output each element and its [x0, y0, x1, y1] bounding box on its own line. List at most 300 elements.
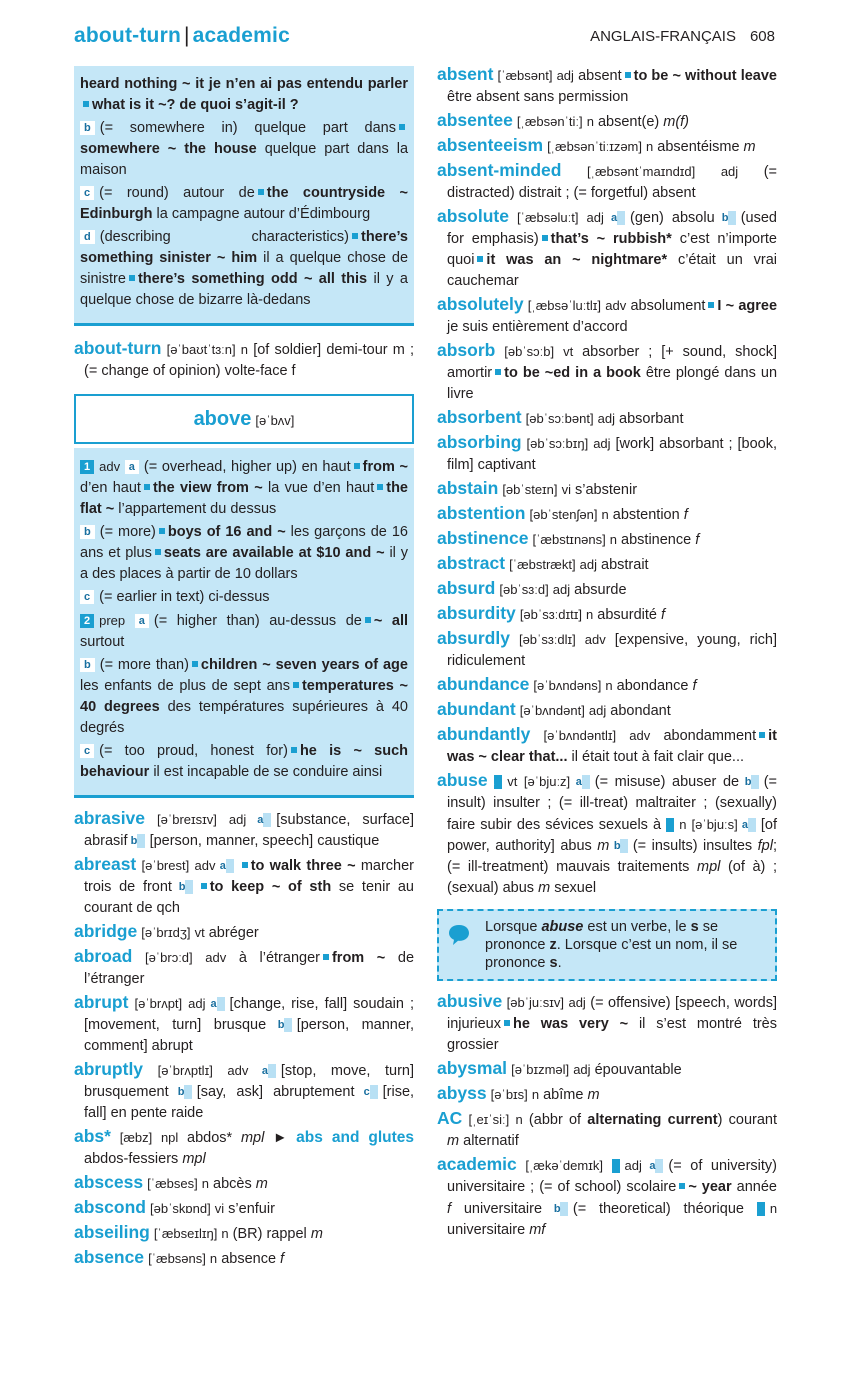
example: ~ all — [373, 613, 409, 629]
translation: il y a des places à partir de 10 dollars — [80, 545, 409, 582]
part-of-speech: n — [601, 507, 609, 522]
translation: c’est n’importe quoi — [447, 231, 778, 268]
definition: alternatif — [463, 1133, 519, 1149]
phonetic: [ˌæbsənˈtiː] — [516, 114, 583, 129]
translation: année — [736, 1179, 777, 1195]
phonetic: [əˈbrʌptlɪ] — [157, 1063, 213, 1078]
note-text: se prononce — [485, 919, 719, 953]
headword: abuse — [437, 770, 488, 790]
running-head-last: academic — [192, 24, 290, 47]
above-sense-1c: c (= earlier in text) ci-dessus — [80, 587, 408, 608]
example: it was an ~ nightmare* — [486, 252, 668, 268]
note-text: . — [557, 955, 562, 971]
example: heard nothing ~ it je n’en ai pas entendu parler — [80, 76, 408, 92]
definition: [substance, surface] abrasif — [84, 812, 415, 849]
entry-abrupt: abrupt [əˈbrʌpt] adj a [change, rise, fall] soudain ; [movement, turn] brusque b [person, manner, comment] abrupt — [74, 992, 414, 1054]
example: it was ~ clear that... — [447, 728, 777, 765]
gender: m — [597, 838, 610, 854]
about-sense-d: d (describing characteristics) there’s something sinister ~ him il a quelque chose de sinistre there’s something odd ~ all this il y a quelque chose de bizarre là-dedans — [80, 229, 409, 308]
phonetic: [ˌækəˈdemɪk] — [525, 1158, 603, 1173]
headword: abundance — [437, 674, 530, 694]
headword: about-turn — [74, 338, 162, 358]
entry-abreast: abreast [əˈbrest] adv a to walk three ~ marcher trois de front b to keep ~ of sth se tenir au courant de qch — [74, 854, 415, 916]
headword: abscess — [74, 1172, 144, 1192]
phonetic: [əbˈsɔːbənt] — [525, 411, 594, 426]
gender: m — [447, 1133, 460, 1149]
headword: absolute — [437, 206, 509, 226]
headword: absurdity — [437, 603, 516, 623]
part-of-speech: adv — [629, 728, 651, 743]
example: the view from ~ — [152, 480, 263, 496]
entry-absolute: absolute [ˈæbsəluːt] adj a (gen) absolu b (used for emphasis) that’s ~ rubbish* c’est n’importe quoi it was an ~ nightmare* c’était un vrai cauchemar — [437, 206, 778, 289]
headword: abrasive — [74, 808, 146, 828]
translation: l’appartement du dessus — [118, 501, 277, 517]
note-emphasis: s — [690, 919, 699, 935]
translation: abdos-fessiers — [84, 1151, 179, 1167]
part-of-speech: n — [531, 1087, 540, 1102]
definition: (used for emphasis) — [447, 210, 777, 247]
right-column — [437, 64, 777, 1243]
translation: des températures supérieures à 40 degrés — [80, 699, 408, 736]
definition: (BR) rappel — [232, 1226, 307, 1242]
pronunciation-note — [437, 909, 777, 981]
part-of-speech: adj — [228, 812, 247, 827]
part-of-speech: n — [769, 1201, 778, 1216]
phonetic: [əˈbɪzməl] — [511, 1062, 570, 1077]
example: from ~ — [331, 950, 386, 966]
example: I ~ agree — [717, 298, 778, 314]
part-of-speech: vt — [563, 344, 574, 359]
phonetic: [əbˈskɒnd] — [150, 1201, 211, 1216]
phonetic: [əˈbrɔːd] — [144, 950, 193, 965]
phonetic: [ˌæbsəˈluːtlɪ] — [527, 298, 602, 313]
part-of-speech: adj — [579, 557, 597, 572]
part-of-speech: adv — [227, 1063, 249, 1078]
entry-abroad — [74, 946, 414, 990]
entry-abstinence — [437, 528, 777, 551]
entry-abuse: abuse 1 vt [əˈbjuːz] a (= misuse) abuser de b (= insult) insulter ; (= ill-treat) maltraiter ; (sexually) faire subir des sévices sexuels à 2 n [əˈbjuːs] a [of power, authority] abus m b (= insults) insultes fpl; (= ill-treatment) mauvais traitements mpl (of à) ; (sexual) abus m sexuel — [437, 770, 778, 896]
definition: abondant — [610, 703, 671, 719]
translation: être absent sans permission — [447, 89, 629, 105]
phonetic: [əˈbreɪsɪv] — [157, 812, 217, 827]
headword: abreast — [74, 854, 137, 874]
definition: [rise, fall] en pente raide — [84, 1084, 415, 1121]
part-of-speech: npl — [160, 1130, 179, 1145]
translation: la campagne autour d’Édimbourg — [156, 206, 371, 222]
entry-abundance — [437, 674, 777, 697]
entry-absent-minded — [437, 160, 777, 204]
translation: quelque part dans la maison — [80, 141, 409, 178]
page-number: 608 — [749, 28, 775, 45]
definition: [change, rise, fall] soudain ; [movement, turn] brusque — [84, 996, 414, 1033]
headword: abundant — [437, 699, 516, 719]
headword: abseiling — [74, 1222, 150, 1242]
entry-absorbent — [437, 407, 777, 430]
example: what is it ~? de quoi s’agit-il ? — [92, 97, 299, 113]
translation: se tenir au courant de qch — [84, 879, 414, 916]
entry-absentee — [437, 110, 777, 133]
headword: abscond — [74, 1197, 146, 1217]
translation: c’était un vrai cauchemar — [447, 252, 777, 289]
entry-abscess — [74, 1172, 414, 1195]
entry-abysmal — [437, 1058, 777, 1081]
translation: il était tout à fait clair que... — [571, 749, 745, 765]
entry-absent — [437, 64, 777, 108]
definition: absentéisme — [657, 139, 740, 155]
example: he is ~ such behaviour — [80, 743, 408, 780]
note-text: . Lorsque c’est un nom, il se prononce — [485, 937, 738, 971]
definition: s’abstenir — [574, 482, 638, 498]
translation: il a quelque chose de sinistre — [80, 250, 409, 287]
entry-absorbing — [437, 432, 777, 476]
entry-ac — [437, 1108, 777, 1152]
part-of-speech: vi — [561, 482, 571, 497]
phonetic: [əˈbrʌpt] — [134, 996, 183, 1011]
entry-abyss — [437, 1083, 777, 1106]
definition: abréger — [208, 925, 259, 941]
part-of-speech: adv — [194, 858, 216, 873]
definition: abstinence — [621, 532, 692, 548]
part-of-speech: adj — [720, 164, 739, 179]
definition: (= of university) universitaire ; (= of school) scolaire — [447, 1158, 777, 1195]
definition: [of soldier] demi-tour m ; (= change of opinion) volte-face f — [84, 342, 415, 379]
example: the countryside ~ Edinburgh — [80, 185, 408, 222]
part-of-speech: vt — [507, 774, 518, 789]
entry-about-turn — [74, 338, 414, 382]
entry-academic: academic [ˌækəˈdemɪk] 1 adj a (= of university) universitaire ; (= of school) scolaire ~ year année f universitaire b (= theoretical) théorique 2 n universitaire mf — [437, 1154, 778, 1238]
headword: absurd — [437, 578, 496, 598]
definition: ) courant — [717, 1112, 777, 1128]
entry-abs — [74, 1126, 414, 1170]
entry-absolutely — [437, 294, 777, 338]
phonetic: [æbz] — [119, 1130, 153, 1145]
definition: abondance — [616, 678, 689, 694]
phonetic: [ˌeɪˈsiː] — [468, 1112, 510, 1127]
part-of-speech: adj — [552, 582, 571, 597]
sense-text: (= round) autour de — [99, 185, 255, 201]
sense-text: (= more than) — [99, 657, 189, 673]
definition: [of power, authority] abus — [447, 817, 778, 854]
translation: les enfants de plus de sept ans — [80, 678, 290, 694]
headword: absorbing — [437, 432, 522, 452]
part-of-speech: adj — [624, 1158, 642, 1173]
headword: academic — [437, 1154, 517, 1174]
part-of-speech: n — [201, 1176, 209, 1191]
phonetic: [ˈæbsənt] — [497, 68, 553, 83]
part-of-speech: n — [515, 1112, 523, 1127]
gender: mpl — [182, 1151, 206, 1167]
definition: abcès — [213, 1176, 252, 1192]
phonetic: [əˈbʌv] — [255, 413, 295, 428]
gender: f — [692, 678, 697, 694]
entry-abstention — [437, 503, 777, 526]
part-of-speech: adv — [205, 950, 227, 965]
example: boys of 16 and ~ — [167, 524, 286, 540]
part-of-speech: adv — [605, 298, 627, 313]
part-of-speech: n — [679, 817, 687, 832]
definition: absolument — [630, 298, 706, 314]
phonetic: [əˈbjuːz] — [523, 774, 571, 789]
gender: f — [695, 532, 700, 548]
headword: above — [193, 408, 252, 430]
left-column — [74, 66, 414, 1272]
sense-text: (= earlier in text) ci-dessus — [99, 589, 270, 605]
headword: abs* — [74, 1126, 111, 1146]
phonetic: [ˈæbseɪlɪŋ] — [153, 1226, 218, 1241]
translation: d’en haut — [80, 480, 141, 496]
phonetic: [əbˈsɔːbɪŋ] — [526, 436, 589, 451]
example: to be ~ without leave — [633, 68, 777, 84]
definition: universitaire — [447, 1222, 526, 1238]
definition: abondamment — [663, 728, 757, 744]
part-of-speech: n — [209, 1251, 218, 1266]
definition: ; (= ill-treatment) mauvais traitements — [447, 838, 778, 875]
translation: il s’est montré très grossier — [447, 1016, 777, 1053]
above-sense-2a: 2 prep a (= higher than) au-dessus de ~ all surtout — [80, 613, 409, 650]
part-of-speech: n — [221, 1226, 229, 1241]
above-sense-1a: 1 adv a (= overhead, higher up) en haut from ~ d’en haut the view from ~ la vue d’en haut the flat ~ l’appartement du dessus — [80, 459, 408, 517]
definition: (= insult) insulter ; (= ill-treat) maltraiter ; (sexually) faire subir des sévices sexuels à — [447, 774, 778, 833]
entry-abstract — [437, 553, 777, 576]
translation: de l’étranger — [84, 950, 415, 987]
entry-abundant — [437, 699, 777, 722]
headword: absentee — [437, 110, 513, 130]
definition: [stop, move, turn] brusquement — [84, 1063, 414, 1100]
entry-abruptly: abruptly [əˈbrʌptlɪ] adv a [stop, move, turn] brusquement b [say, ask] abruptement c [rise, fall] en pente raide — [74, 1059, 415, 1121]
entry-abscond — [74, 1197, 414, 1220]
phonetic: [əˈbaʊtˈtɜːn] — [166, 342, 236, 357]
part-of-speech: adj — [593, 436, 611, 451]
phonetic: [əˈbjuːs] — [691, 817, 738, 832]
entry-above-headword-box — [74, 394, 414, 444]
definition: [person, manner, comment] abrupt — [84, 1017, 414, 1054]
example: he was very ~ — [513, 1016, 629, 1032]
definition: (abbr of — [528, 1112, 582, 1128]
example: ~ year — [688, 1179, 732, 1195]
note-text: Lorsque — [485, 919, 538, 935]
headword: absent — [437, 64, 494, 84]
sense-text: (= higher than) au-dessus de — [153, 613, 362, 629]
definition: [say, ask] abruptement — [196, 1084, 355, 1100]
sense-text: (describing characteristics) — [99, 229, 349, 245]
example: temperatures ~ 40 degrees — [80, 678, 408, 715]
example: to be ~ed in a book — [504, 365, 641, 381]
definition: (of à) ; (sexual) abus — [447, 859, 778, 896]
phonetic: [əbˈsɔːb] — [504, 344, 555, 359]
entry-absurd — [437, 578, 777, 601]
headword: absent-minded — [437, 160, 562, 180]
translation: être plongé dans un livre — [447, 365, 778, 402]
definition: abstrait — [601, 557, 649, 573]
definition: épouvantable — [594, 1062, 682, 1078]
about-sense-c: c (= round) autour de the countryside ~ Edinburgh la campagne autour d’Édimbourg — [80, 185, 408, 222]
part-of-speech: n — [609, 532, 618, 547]
example: seats are available at $10 and ~ — [163, 545, 385, 561]
note-emphasis: z — [549, 937, 557, 953]
gender: mpl — [240, 1130, 265, 1146]
headword: absorbent — [437, 407, 522, 427]
speech-bubble-icon — [447, 923, 471, 947]
entry-absurdity — [437, 603, 777, 626]
definition: [person, manner, speech] caustique — [149, 833, 380, 849]
sense-text: (= too proud, honest for) — [99, 743, 288, 759]
phonetic: [ˈæbstrækt] — [509, 557, 576, 572]
phonetic: [ˈæbsəluːt] — [517, 210, 579, 225]
gender: f — [660, 607, 666, 623]
definition: (= distracted) distrait ; (= forgetful) absent — [447, 164, 778, 201]
part-of-speech: adj — [586, 210, 604, 225]
phonetic: [əˈbrest] — [141, 858, 190, 873]
gender: mf — [529, 1222, 546, 1238]
translation: universitaire — [463, 1201, 543, 1217]
about-sense-b: b (= somewhere in) quelque part danssomewhere ~ the house quelque part dans la maison — [80, 120, 409, 178]
definition: absurde — [574, 582, 627, 598]
definition: (= theoretical) théorique — [572, 1201, 744, 1217]
gender: f — [280, 1251, 285, 1267]
entry-abrasive: abrasive [əˈbreɪsɪv] adj a [substance, surface] abrasif b [person, manner, speech] caustique — [74, 808, 415, 849]
entry-abundantly — [437, 724, 777, 768]
phonetic: [əˈbʌndəntlɪ] — [543, 728, 617, 743]
definition: [work] absorbant ; [book, film] captivant — [447, 436, 777, 473]
note-emphasis: s — [549, 955, 558, 971]
phonetic: [ˌæbsənˈtiːɪzəm] — [547, 139, 642, 154]
running-head-separator: | — [183, 24, 190, 47]
gender: mpl — [696, 859, 721, 875]
part-of-speech: adj — [556, 68, 574, 83]
phonetic: [ˈæbsəns] — [148, 1251, 206, 1266]
arrow-right-icon: ► — [273, 1130, 288, 1146]
entry-abstain — [437, 478, 777, 501]
translation: il y a quelque chose de bizarre là-dedans — [80, 271, 408, 308]
definition: absent — [578, 68, 622, 84]
note-text: est un verbe, le — [587, 919, 687, 935]
part-of-speech: n — [586, 114, 594, 129]
entry-absorb — [437, 340, 777, 405]
translation: surtout — [80, 634, 125, 650]
about-continued-line — [80, 74, 408, 116]
example: there’s something sinister ~ him — [80, 229, 408, 266]
part-of-speech: vi — [214, 1201, 225, 1216]
expansion: alternating current — [587, 1112, 718, 1128]
gender: m — [310, 1226, 323, 1242]
gender: m — [255, 1176, 268, 1192]
note-emphasis: abuse — [541, 919, 584, 935]
translation: je suis entièrement d’accord — [447, 319, 628, 335]
part-of-speech: n — [605, 678, 613, 693]
entry-absenteeism — [437, 135, 777, 158]
phonetic: [əbˈsteɪn] — [502, 482, 558, 497]
translation: marcher trois de front — [84, 858, 415, 895]
above-sense-1b: b (= more) boys of 16 and ~ les garçons de 16 ans et plus seats are available at $10 and ~ il y a des places à partir de 10 dollars — [80, 524, 409, 582]
part-of-speech: n — [646, 139, 654, 154]
gender: f — [683, 507, 688, 523]
phrase-headword: abs and glutes — [296, 1129, 415, 1146]
section-label: ANGLAIS-FRANÇAIS — [590, 28, 736, 45]
phonetic: [əbˈstenʃən] — [529, 507, 598, 522]
example: to keep ~ of sth — [209, 879, 332, 895]
definition: abdos* — [187, 1130, 233, 1146]
phonetic: [əˈbrɪdʒ] — [141, 925, 191, 940]
part-of-speech: n — [240, 342, 249, 357]
part-of-speech: adv — [584, 632, 606, 647]
gender: m — [743, 139, 756, 155]
example: from ~ — [362, 459, 408, 475]
headword: abstain — [437, 478, 499, 498]
running-head-first: about-turn — [74, 24, 181, 47]
translation: les garçons de 16 ans et plus — [80, 524, 408, 561]
headword: absence — [74, 1247, 145, 1267]
sense-text: (= somewhere in) quelque part dans — [99, 120, 396, 136]
definition: à l’étranger — [238, 950, 320, 966]
headword: abstinence — [437, 528, 529, 548]
phonetic: [əˈbʌndəns] — [533, 678, 602, 693]
definition: (= insults) insultes — [632, 838, 753, 854]
phonetic: [əˈbʌndənt] — [519, 703, 585, 718]
example: to walk three ~ — [250, 858, 356, 874]
definition: (= offensive) [speech, words] injurieux — [447, 995, 778, 1032]
definition: absence — [221, 1251, 277, 1267]
part-of-speech: vt — [194, 925, 205, 940]
page-header-right — [590, 28, 775, 45]
phonetic: [əbˈsɜːdɪtɪ] — [519, 607, 582, 622]
gender: f — [447, 1201, 452, 1217]
part-of-speech: adj — [188, 996, 206, 1011]
definition: (gen) absolu — [629, 210, 715, 226]
above-sense-2b: b (= more than) children ~ seven years of age les enfants de plus de sept ans temperatures ~ 40 degrees des températures supérieures à 40 degrés — [80, 657, 408, 736]
gender: m — [538, 880, 551, 896]
entry-abridge — [74, 921, 414, 944]
headword: absenteeism — [437, 135, 544, 155]
part-of-speech: n — [586, 607, 594, 622]
headword: abstention — [437, 503, 526, 523]
headword: abrupt — [74, 992, 129, 1012]
definition: abstention — [612, 507, 680, 523]
example: children ~ seven years of age — [200, 657, 408, 673]
gender: m(f) — [663, 114, 690, 130]
translation: la vue d’en haut — [268, 480, 375, 496]
part-of-speech: prep — [99, 613, 126, 628]
headword: abstract — [437, 553, 506, 573]
part-of-speech: adj — [597, 411, 615, 426]
part-of-speech: adv — [99, 459, 121, 474]
headword: AC — [437, 1108, 463, 1128]
definition: (= misuse) abuser de — [594, 774, 740, 790]
definition: sexuel — [554, 880, 597, 896]
phonetic: [ˈæbstɪnəns] — [532, 532, 606, 547]
running-head — [74, 24, 290, 48]
phonetic: [ˈæbses] — [147, 1176, 198, 1191]
phonetic: [əbˈsɜːdlɪ] — [518, 632, 576, 647]
example: somewhere ~ the house — [80, 141, 257, 157]
headword: abyss — [437, 1083, 487, 1103]
definition: absorbant — [619, 411, 684, 427]
headword: abroad — [74, 946, 133, 966]
definition: s’enfuir — [228, 1201, 275, 1217]
headword: absolutely — [437, 294, 524, 314]
phonetic: [ˌæbsəntˈmaɪndɪd] — [587, 164, 696, 179]
definition: [expensive, young, rich] ridiculement — [447, 632, 778, 669]
entry-absence — [74, 1247, 414, 1270]
part-of-speech: adj — [568, 995, 586, 1010]
headword: abridge — [74, 921, 138, 941]
translation: il est incapable de se conduire ainsi — [153, 764, 383, 780]
definition: absurdité — [597, 607, 657, 623]
example: there’s something odd ~ all this — [137, 271, 368, 287]
entry-abusive — [437, 991, 777, 1056]
definition: abîme — [543, 1087, 584, 1103]
part-of-speech: adj — [573, 1062, 591, 1077]
entry-abseiling — [74, 1222, 414, 1245]
